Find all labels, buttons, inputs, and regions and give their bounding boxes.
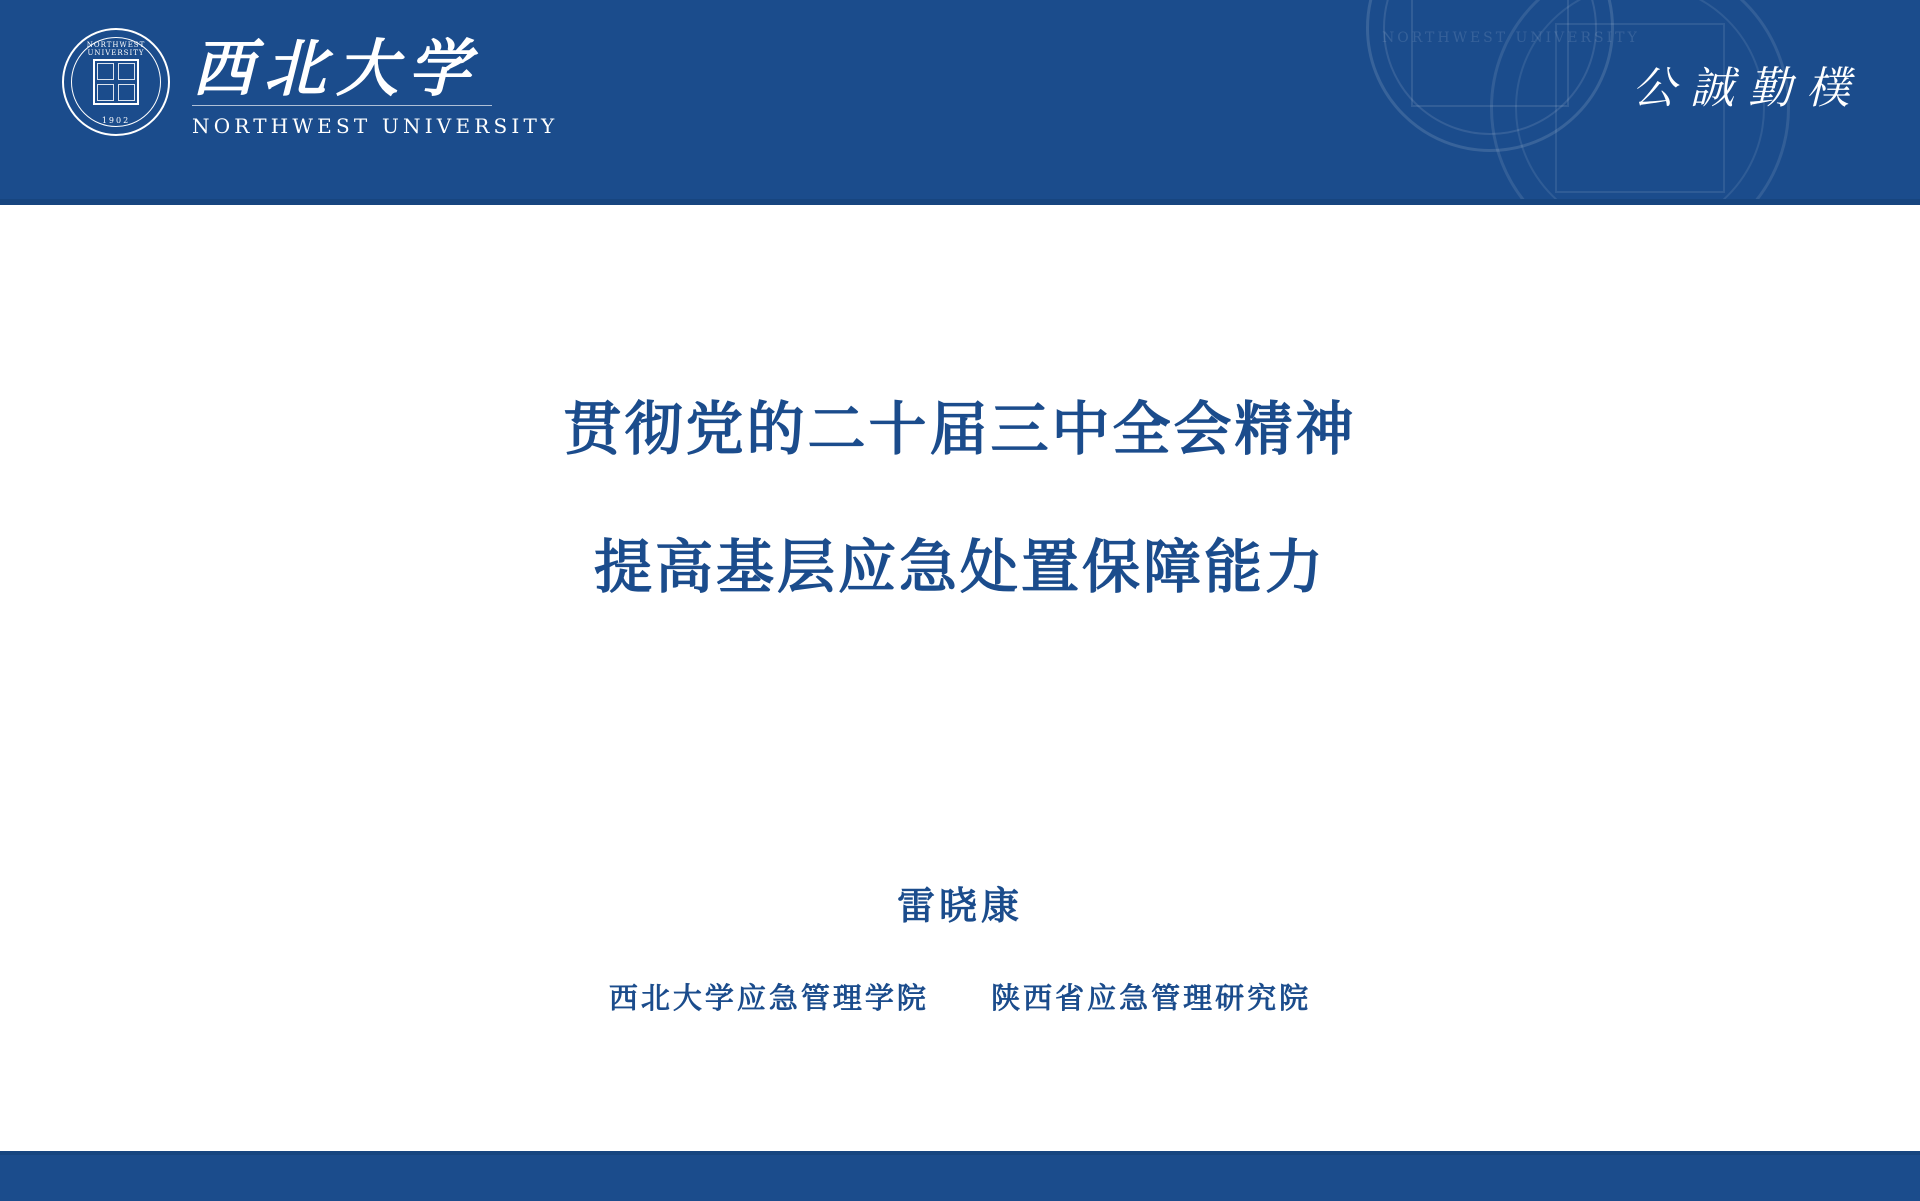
logo-name-cn: 西北大学 bbox=[192, 32, 481, 105]
slide-header-band bbox=[0, 0, 1920, 205]
title-line-2: 提高基层应急处置保障能力 bbox=[593, 533, 1326, 601]
author-affiliations bbox=[0, 976, 1920, 1017]
logo-text-group bbox=[192, 28, 558, 138]
university-motto: 公誠勤樸 bbox=[1632, 63, 1864, 114]
slide-author-block bbox=[0, 875, 1920, 1017]
seal-bottom-text: 1902 bbox=[101, 116, 131, 125]
university-seal-icon bbox=[62, 28, 170, 136]
seal-emblem-quadrant bbox=[97, 63, 114, 80]
seal-top-text: NORTHWEST UNIVERSITY bbox=[86, 41, 146, 57]
affiliation-secondary: 陕西省应急管理研究院 bbox=[991, 981, 1312, 1015]
seal-emblem-quadrant bbox=[118, 63, 135, 80]
title-line-1: 贯彻党的二十届三中全会精神 bbox=[563, 395, 1357, 463]
slide-body bbox=[0, 205, 1920, 1155]
logo-divider bbox=[192, 105, 492, 106]
slide-footer-band bbox=[0, 1155, 1920, 1201]
logo-name-en: NORTHWEST UNIVERSITY bbox=[192, 114, 559, 139]
slide-title bbox=[0, 395, 1920, 601]
affiliation-primary: 西北大学应急管理学院 bbox=[608, 981, 929, 1015]
university-logo bbox=[62, 28, 558, 138]
seal-emblem-quadrant bbox=[97, 84, 114, 101]
seal-emblem-quadrant bbox=[118, 84, 135, 101]
watermark-text: NORTHWEST UNIVERSITY bbox=[1382, 30, 1640, 46]
seal-emblem-icon bbox=[93, 59, 139, 105]
author-name: 雷晓康 bbox=[896, 884, 1023, 928]
